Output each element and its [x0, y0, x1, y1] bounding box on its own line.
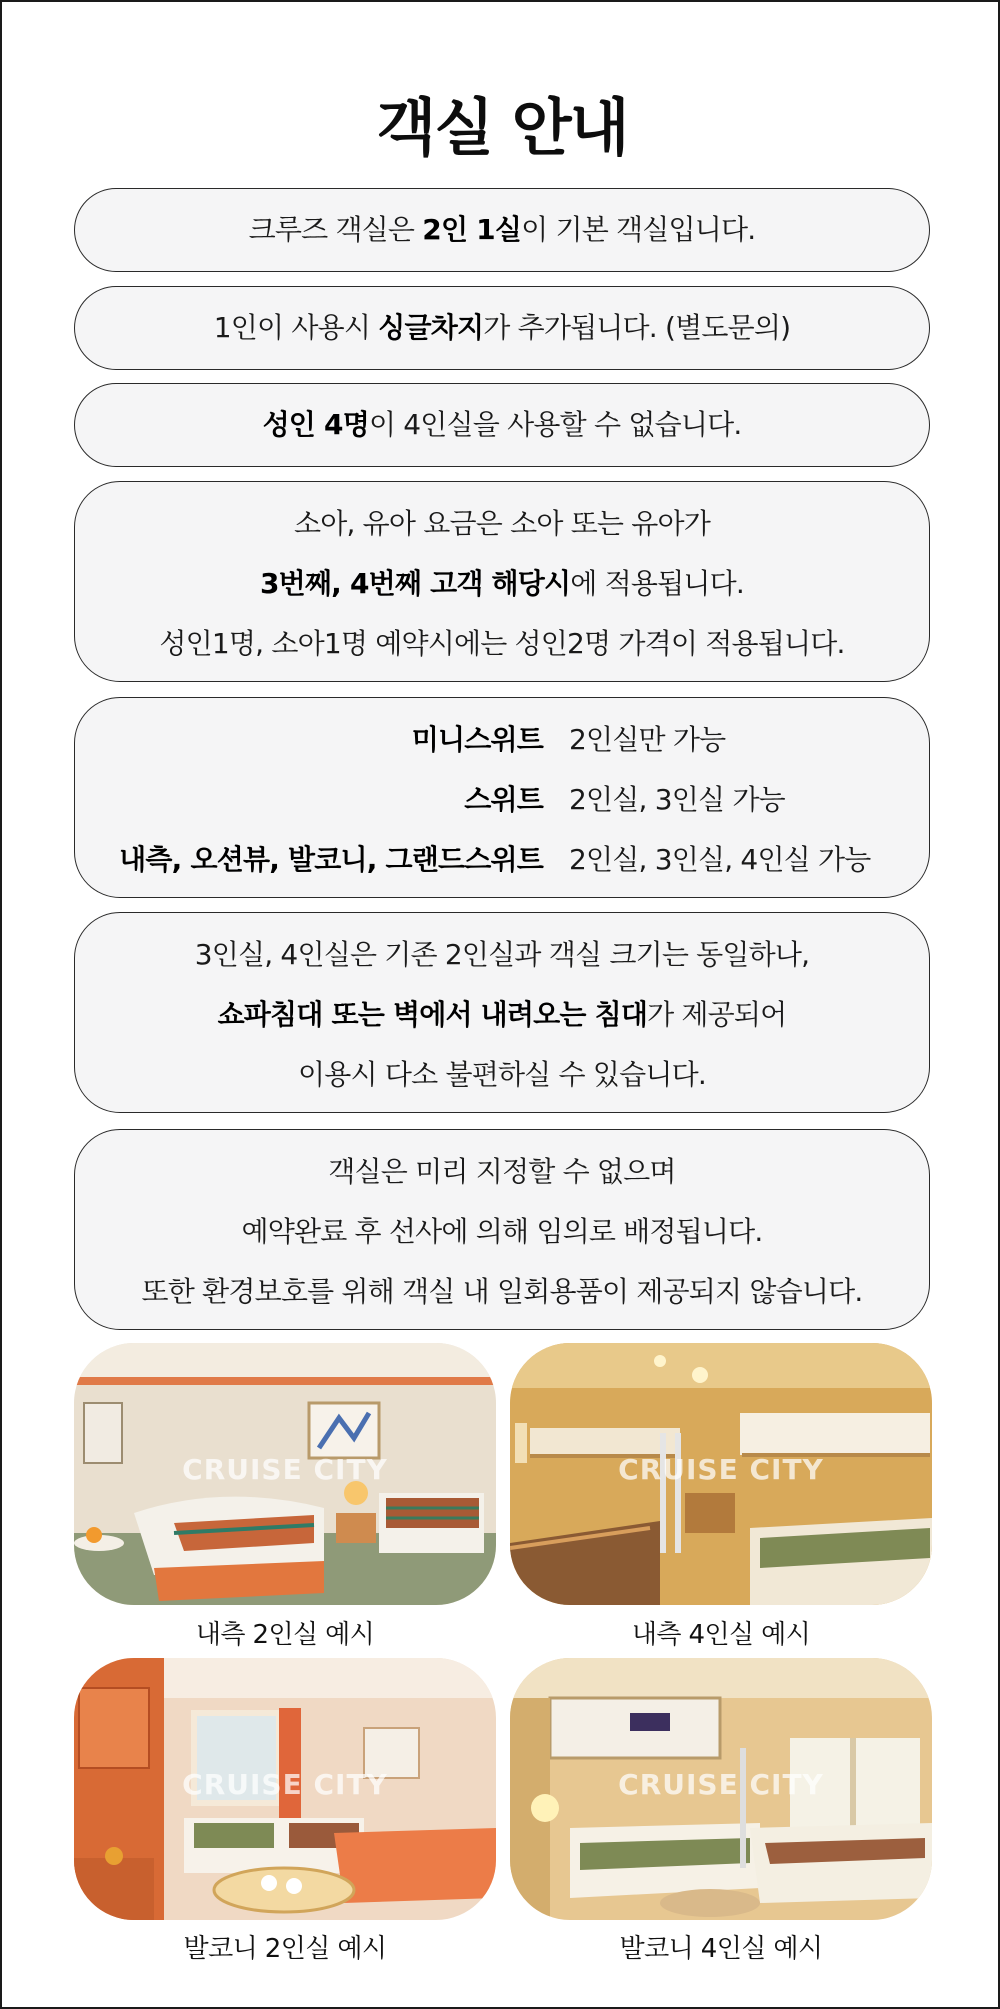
room-capacity: 2인실, 3인실 가능: [569, 783, 785, 816]
photo-caption: 발코니 4인실 예시: [619, 1934, 823, 1964]
room-row: [75, 830, 929, 890]
note-line: 소아, 유아 요금은 소아 또는 유아가: [293, 507, 711, 540]
photo-caption: 내측 2인실 예시: [195, 1620, 375, 1650]
room-capacity: 2인실, 3인실, 4인실 가능: [569, 843, 871, 876]
watermark: CRUISE CITY: [182, 1453, 388, 1486]
note-line: 성인1명, 소아1명 예약시에는 성인2명 가격이 적용됩니다.: [159, 627, 845, 660]
room-row: [75, 710, 929, 770]
note-text: 에 적용됩니다.: [570, 567, 744, 600]
watermark: CRUISE CITY: [618, 1768, 824, 1801]
room-row: [75, 770, 929, 830]
note-line: 3인실, 4인실은 기존 2인실과 객실 크기는 동일하나,: [194, 938, 810, 971]
note-extra-beds: [74, 912, 930, 1113]
room-type: 내측, 오션뷰, 발코니, 그랜드스위트: [119, 843, 543, 876]
note-emphasis: 성인 4명: [262, 408, 369, 441]
watermark: CRUISE CITY: [618, 1453, 824, 1486]
note-line: 또한 환경보호를 위해 객실 내 일회용품이 제공되지 않습니다.: [141, 1275, 863, 1308]
note-room-assignment: [74, 1129, 930, 1330]
note-text: 가 추가됩니다. (별도문의): [483, 311, 791, 344]
room-type: 미니스위트: [411, 723, 543, 756]
photo-caption: 발코니 2인실 예시: [183, 1934, 387, 1964]
room-capacity-table: [74, 697, 930, 898]
note-emphasis: 2인 1실: [422, 213, 522, 246]
note-emphasis: 싱글차지: [378, 311, 484, 344]
note-adult-limit: [74, 383, 930, 467]
note-single-charge: [74, 286, 930, 370]
note-text: 이 4인실을 사용할 수 없습니다.: [368, 408, 742, 441]
cabin-photo-balcony-2: [74, 1658, 496, 1920]
cabin-photo-inside-2: [74, 1343, 496, 1605]
note-text: 1인이 사용시: [213, 311, 379, 344]
cabin-photo-balcony-4: [510, 1658, 932, 1920]
note-text: 이 기본 객실입니다.: [521, 213, 756, 246]
note-line: 객실은 미리 지정할 수 없으며: [328, 1155, 676, 1188]
note-emphasis: 쇼파침대 또는 벽에서 내려오는 침대: [217, 998, 648, 1031]
note-line: 예약완료 후 선사에 의해 임의로 배정됩니다.: [241, 1215, 763, 1248]
note-child-fare: [74, 481, 930, 682]
photo-caption: 내측 4인실 예시: [631, 1620, 811, 1650]
note-line: 이용시 다소 불편하실 수 있습니다.: [298, 1058, 706, 1091]
watermark: CRUISE CITY: [182, 1768, 388, 1801]
room-type: 스위트: [464, 783, 543, 816]
cabin-photo-inside-4: [510, 1343, 932, 1605]
note-emphasis: 3번째, 4번째 고객 해당시: [260, 567, 571, 600]
note-text: 크루즈 객실은: [248, 213, 423, 246]
page-title: 객실 안내: [376, 91, 628, 164]
note-text: 가 제공되어: [647, 998, 787, 1031]
note-basic-room: [74, 188, 930, 272]
room-capacity: 2인실만 가능: [569, 723, 726, 756]
